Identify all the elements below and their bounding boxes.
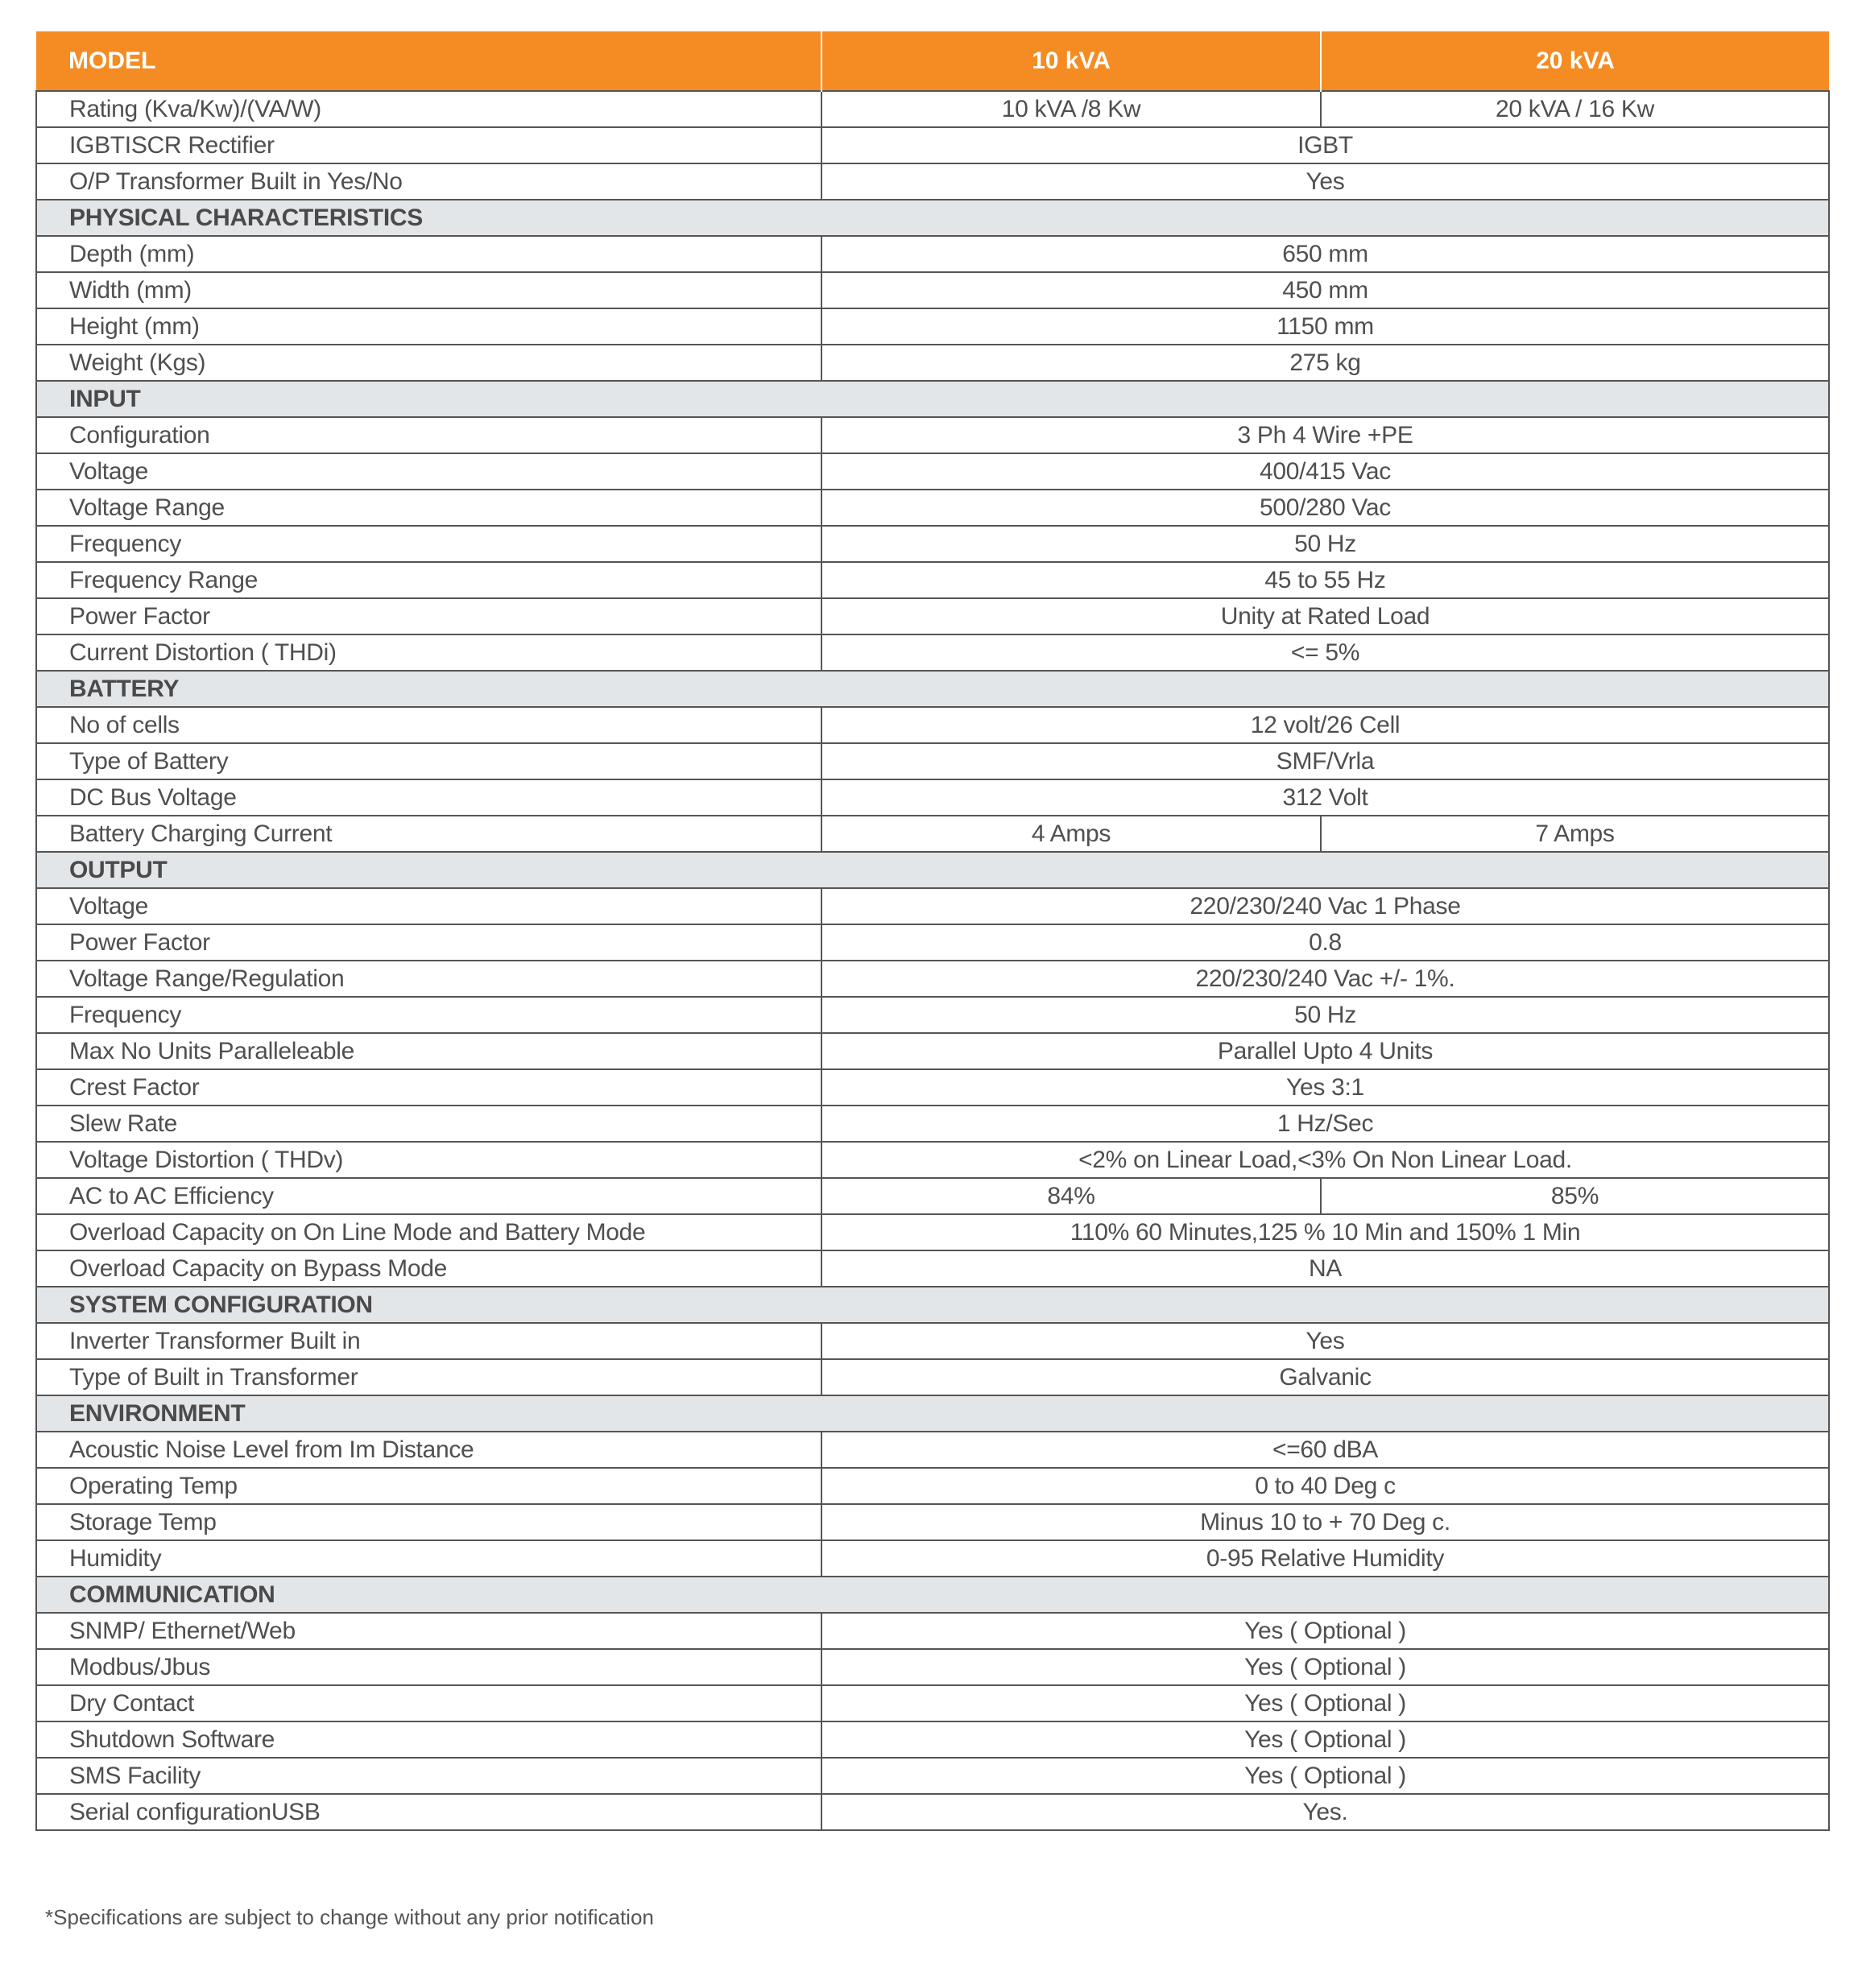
table-row xyxy=(36,1359,1829,1395)
spec-value: NA xyxy=(821,1250,1829,1287)
spec-label: Overload Capacity on Bypass Mode xyxy=(36,1250,821,1287)
table-row xyxy=(36,1178,1829,1214)
spec-label: DC Bus Voltage xyxy=(36,779,821,816)
header-10kva: 10 kVA xyxy=(821,31,1321,91)
spec-label: Voltage Range xyxy=(36,490,821,526)
spec-value: <=60 dBA xyxy=(821,1432,1829,1468)
table-row xyxy=(36,598,1829,634)
spec-label: SMS Facility xyxy=(36,1758,821,1794)
spec-value: <= 5% xyxy=(821,634,1829,671)
spec-value: 220/230/240 Vac 1 Phase xyxy=(821,888,1829,924)
table-row xyxy=(36,163,1829,200)
spec-label: Weight (Kgs) xyxy=(36,345,821,381)
table-row xyxy=(36,1142,1829,1178)
table-row xyxy=(36,1468,1829,1504)
spec-value-10kva: 4 Amps xyxy=(821,816,1321,852)
spec-label: Type of Built in Transformer xyxy=(36,1359,821,1395)
table-row xyxy=(36,816,1829,852)
spec-value: Yes ( Optional ) xyxy=(821,1758,1829,1794)
footnote: *Specifications are subject to change without any prior notification xyxy=(45,1905,654,1929)
spec-label: Shutdown Software xyxy=(36,1721,821,1758)
table-header-row xyxy=(36,31,1829,91)
table-row xyxy=(36,961,1829,997)
spec-label: Humidity xyxy=(36,1540,821,1577)
section-title: PHYSICAL CHARACTERISTICS xyxy=(36,200,1829,236)
spec-label: Configuration xyxy=(36,417,821,453)
table-row xyxy=(36,526,1829,562)
section-header-row xyxy=(36,1287,1829,1323)
spec-label: Height (mm) xyxy=(36,308,821,345)
section-header-row xyxy=(36,1577,1829,1613)
table-row xyxy=(36,1685,1829,1721)
table-row xyxy=(36,888,1829,924)
table-row xyxy=(36,924,1829,961)
table-row xyxy=(36,453,1829,490)
spec-value: 0 to 40 Deg c xyxy=(821,1468,1829,1504)
spec-label: Type of Battery xyxy=(36,743,821,779)
table-row xyxy=(36,417,1829,453)
table-row xyxy=(36,1504,1829,1540)
spec-label: O/P Transformer Built in Yes/No xyxy=(36,163,821,200)
spec-value-20kva: 85% xyxy=(1321,1178,1829,1214)
spec-label: Voltage Distortion ( THDv) xyxy=(36,1142,821,1178)
spec-value: Yes ( Optional ) xyxy=(821,1613,1829,1649)
spec-label: Slew Rate xyxy=(36,1106,821,1142)
spec-label: Dry Contact xyxy=(36,1685,821,1721)
spec-label: Depth (mm) xyxy=(36,236,821,272)
spec-label: Battery Charging Current xyxy=(36,816,821,852)
spec-label: Power Factor xyxy=(36,924,821,961)
section-header-row xyxy=(36,852,1829,888)
spec-value-10kva: 10 kVA /8 Kw xyxy=(821,91,1321,127)
spec-label: SNMP/ Ethernet/Web xyxy=(36,1613,821,1649)
spec-value: 0-95 Relative Humidity xyxy=(821,1540,1829,1577)
spec-label: Operating Temp xyxy=(36,1468,821,1504)
section-header-row xyxy=(36,671,1829,707)
spec-value: 0.8 xyxy=(821,924,1829,961)
table-row xyxy=(36,345,1829,381)
spec-label: Serial configurationUSB xyxy=(36,1794,821,1830)
table-row xyxy=(36,308,1829,345)
table-row xyxy=(36,562,1829,598)
section-title: INPUT xyxy=(36,381,1829,417)
table-row xyxy=(36,707,1829,743)
spec-label: Inverter Transformer Built in xyxy=(36,1323,821,1359)
table-row xyxy=(36,1214,1829,1250)
spec-value: Unity at Rated Load xyxy=(821,598,1829,634)
spec-label: IGBTISCR Rectifier xyxy=(36,127,821,163)
spec-value-10kva: 84% xyxy=(821,1178,1321,1214)
spec-value: 50 Hz xyxy=(821,997,1829,1033)
table-body xyxy=(36,91,1829,1830)
spec-value: 220/230/240 Vac +/- 1%. xyxy=(821,961,1829,997)
spec-label: Width (mm) xyxy=(36,272,821,308)
spec-value: 3 Ph 4 Wire +PE xyxy=(821,417,1829,453)
specifications-table xyxy=(35,31,1830,1831)
spec-label: Voltage xyxy=(36,888,821,924)
spec-value: Galvanic xyxy=(821,1359,1829,1395)
spec-value: Yes ( Optional ) xyxy=(821,1649,1829,1685)
section-header-row xyxy=(36,381,1829,417)
spec-value: Yes. xyxy=(821,1794,1829,1830)
spec-value: 110% 60 Minutes,125 % 10 Min and 150% 1 Min xyxy=(821,1214,1829,1250)
spec-value: IGBT xyxy=(821,127,1829,163)
table-row xyxy=(36,1250,1829,1287)
spec-value: 500/280 Vac xyxy=(821,490,1829,526)
spec-label: Storage Temp xyxy=(36,1504,821,1540)
table-row xyxy=(36,91,1829,127)
spec-label: Voltage xyxy=(36,453,821,490)
header-20kva: 20 kVA xyxy=(1321,31,1829,91)
table-row xyxy=(36,1540,1829,1577)
spec-label: Frequency xyxy=(36,997,821,1033)
spec-value: Yes ( Optional ) xyxy=(821,1685,1829,1721)
table-row xyxy=(36,1323,1829,1359)
table-row xyxy=(36,779,1829,816)
spec-label: Voltage Range/Regulation xyxy=(36,961,821,997)
spec-value: SMF/Vrla xyxy=(821,743,1829,779)
spec-label: Modbus/Jbus xyxy=(36,1649,821,1685)
section-title: BATTERY xyxy=(36,671,1829,707)
spec-value: <2% on Linear Load,<3% On Non Linear Load. xyxy=(821,1142,1829,1178)
spec-value: Yes ( Optional ) xyxy=(821,1721,1829,1758)
spec-value: Yes 3:1 xyxy=(821,1069,1829,1106)
spec-value: 400/415 Vac xyxy=(821,453,1829,490)
table-row xyxy=(36,1794,1829,1830)
table-row xyxy=(36,1069,1829,1106)
spec-label: AC to AC Efficiency xyxy=(36,1178,821,1214)
spec-label: Acoustic Noise Level from Im Distance xyxy=(36,1432,821,1468)
spec-value: Minus 10 to + 70 Deg c. xyxy=(821,1504,1829,1540)
section-title: SYSTEM CONFIGURATION xyxy=(36,1287,1829,1323)
spec-value: 275 kg xyxy=(821,345,1829,381)
table-row xyxy=(36,1033,1829,1069)
header-model: MODEL xyxy=(36,31,821,91)
spec-label: Current Distortion ( THDi) xyxy=(36,634,821,671)
spec-value: Yes xyxy=(821,163,1829,200)
spec-value-20kva: 7 Amps xyxy=(1321,816,1829,852)
table-row xyxy=(36,1432,1829,1468)
table-row xyxy=(36,1721,1829,1758)
spec-value-20kva: 20 kVA / 16 Kw xyxy=(1321,91,1829,127)
spec-value: 1 Hz/Sec xyxy=(821,1106,1829,1142)
spec-label: Power Factor xyxy=(36,598,821,634)
spec-value: 50 Hz xyxy=(821,526,1829,562)
section-title: OUTPUT xyxy=(36,852,1829,888)
table-row xyxy=(36,1758,1829,1794)
table-row xyxy=(36,1106,1829,1142)
spec-label: No of cells xyxy=(36,707,821,743)
section-title: COMMUNICATION xyxy=(36,1577,1829,1613)
spec-label: Rating (Kva/Kw)/(VA/W) xyxy=(36,91,821,127)
table-row xyxy=(36,1649,1829,1685)
table-row xyxy=(36,490,1829,526)
section-header-row xyxy=(36,1395,1829,1432)
spec-value: Parallel Upto 4 Units xyxy=(821,1033,1829,1069)
spec-value: 12 volt/26 Cell xyxy=(821,707,1829,743)
spec-value: 312 Volt xyxy=(821,779,1829,816)
spec-value: Yes xyxy=(821,1323,1829,1359)
spec-label: Frequency Range xyxy=(36,562,821,598)
spec-value: 45 to 55 Hz xyxy=(821,562,1829,598)
table-row xyxy=(36,634,1829,671)
table-row xyxy=(36,127,1829,163)
spec-value: 450 mm xyxy=(821,272,1829,308)
table-row xyxy=(36,743,1829,779)
spec-label: Max No Units Paralleleable xyxy=(36,1033,821,1069)
table-row xyxy=(36,1613,1829,1649)
table-row xyxy=(36,997,1829,1033)
spec-label: Overload Capacity on On Line Mode and Battery Mode xyxy=(36,1214,821,1250)
spec-label: Frequency xyxy=(36,526,821,562)
table-row xyxy=(36,272,1829,308)
table-row xyxy=(36,236,1829,272)
spec-value: 1150 mm xyxy=(821,308,1829,345)
section-header-row xyxy=(36,200,1829,236)
spec-value: 650 mm xyxy=(821,236,1829,272)
spec-label: Crest Factor xyxy=(36,1069,821,1106)
section-title: ENVIRONMENT xyxy=(36,1395,1829,1432)
